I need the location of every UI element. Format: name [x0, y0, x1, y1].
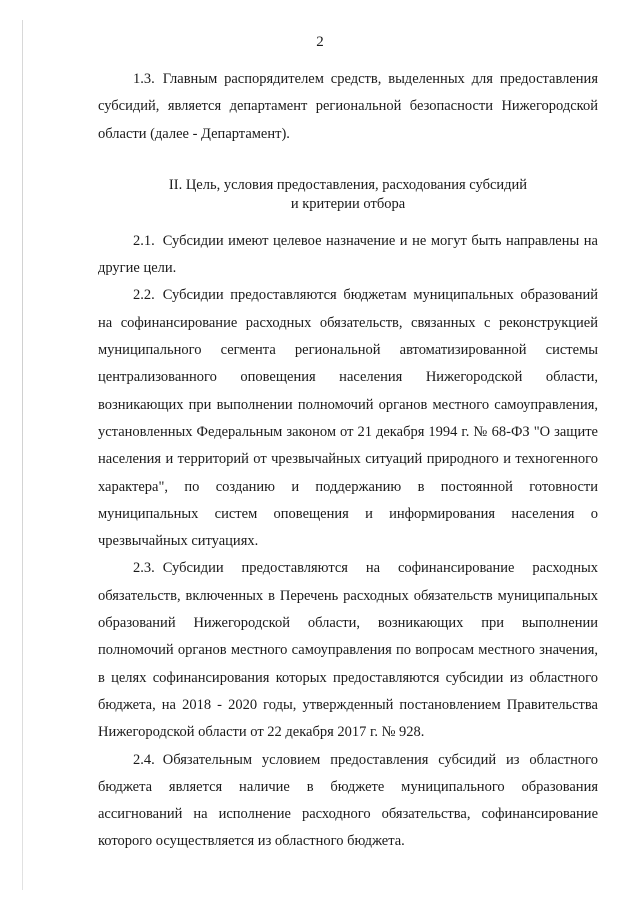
section-heading-line-2: и критерии отбора: [290, 195, 406, 212]
paragraph-2-4: [98, 747, 598, 856]
paragraph-2-2: [98, 282, 598, 555]
paragraph-1-3: [98, 66, 598, 148]
section-heading-line-1: II. Цель, условия предоставления, расходования субсидий: [168, 176, 528, 193]
paragraph-number: 2.4.: [133, 751, 155, 768]
section-heading: [98, 176, 598, 214]
paragraph-number: 2.1.: [133, 232, 155, 249]
paragraph-number: 1.3.: [133, 71, 155, 87]
paragraph-text: Обязательным условием предоставления субсидий из областного бюджета является наличие в бюджете муниципального образования ассигнований на исполнение расходного обязательства, софинансирование которого осуществляется из областного бюджета.: [98, 751, 598, 850]
page-number: 2: [316, 34, 324, 50]
paragraph-text: Субсидии предоставляются на софинансирование расходных обязательств, включенных в Перечень расходных обязательств муниципальных образований Нижегородской области, возникающих при выполнении полномочий органов местного самоуправления по вопросам местного значения, в целях софинансирования которых предоставляются субсидии из областного бюджета, на 2018 - 2020 годы, утвержденный постановлением Правительства Нижегородской области от 22 декабря 2017 г. № 928.: [98, 560, 598, 741]
paragraph-2-1: [98, 228, 598, 283]
paragraph-text: Главным распорядителем средств, выделенных для предоставления субсидий, является департамент региональной безопасности Нижегородской области (далее - Департамент).: [98, 71, 598, 142]
paragraph-2-3: [98, 555, 598, 746]
paragraph-text: Субсидии предоставляются бюджетам муниципальных образований на софинансирование расходных обязательств, связанных с реконструкцией муниципального сегмента региональной автоматизированной системы централизованного оповещения населения Нижегородской области, возникающих при выполнении полномочий органов местного самоуправления, установленных Федеральным законом от 21 декабря 1994 г. № 68-ФЗ "О защите населения и территорий от чрезвычайных ситуаций природного и техногенного характера", по созданию и поддержанию в постоянной готовности муниципальных систем оповещения и информирования населения о чрезвычайных ситуациях.: [98, 287, 598, 550]
paragraph-number: 2.2.: [133, 287, 155, 304]
scan-edge-line: [22, 20, 23, 890]
document-body: [98, 66, 598, 856]
paragraph-number: 2.3.: [133, 560, 155, 577]
paragraph-text: Субсидии имеют целевое назначение и не могут быть направлены на другие цели.: [98, 232, 598, 277]
